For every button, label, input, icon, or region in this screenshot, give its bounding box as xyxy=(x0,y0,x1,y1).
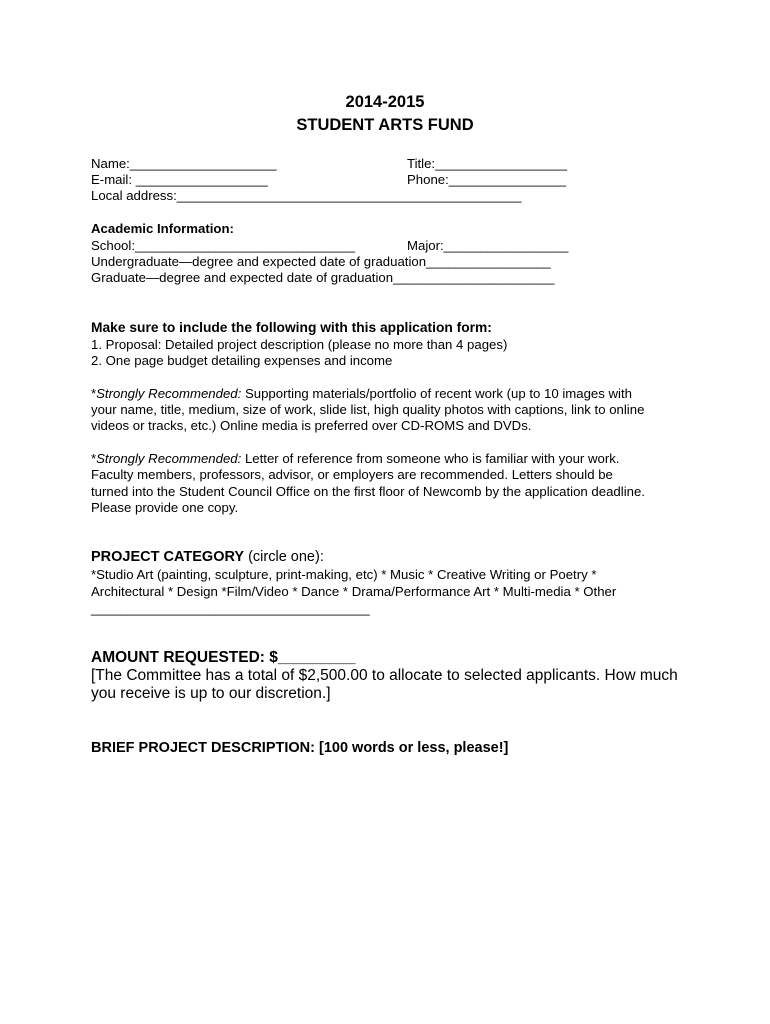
asterisk: * xyxy=(91,451,97,466)
requirements-heading: Make sure to include the following with this application form: xyxy=(91,320,492,335)
major-field[interactable]: Major:_________________ xyxy=(407,238,569,253)
requirement-item: 1. Proposal: Detailed project description (please no more than 4 pages) xyxy=(91,337,508,352)
strongly-recommended-label: Strongly Recommended: xyxy=(96,386,242,401)
recommendation-letter xyxy=(91,451,619,467)
category-heading xyxy=(91,549,324,566)
recommendation-portfolio xyxy=(91,386,632,402)
recommendation-text: turned into the Student Council Office on the first floor of Newcomb by the application deadline. xyxy=(91,484,645,499)
amount-note: you receive is up to our discretion.] xyxy=(91,685,331,702)
category-options[interactable]: *Studio Art (painting, sculpture, print-making, etc) * Music * Creative Writing or Poetry * xyxy=(91,567,597,582)
recommendation-text: Letter of reference from someone who is familiar with your work. xyxy=(241,451,620,466)
category-options[interactable]: Architectural * Design *Film/Video * Dance * Drama/Performance Art * Multi-media * Other xyxy=(91,584,617,599)
form-year: 2014-2015 xyxy=(345,93,425,111)
amount-note: [The Committee has a total of $2,500.00 to allocate to selected applicants. How much xyxy=(91,667,678,684)
grad-field[interactable]: Graduate—degree and expected date of graduation______________________ xyxy=(91,270,555,285)
asterisk: * xyxy=(91,386,97,401)
recommendation-text: your name, title, medium, size of work, slide list, high quality photos with captions, link to online xyxy=(91,402,645,417)
requirement-item: 2. One page budget detailing expenses and income xyxy=(91,353,393,368)
title-field[interactable]: Title:__________________ xyxy=(407,156,568,171)
address-field[interactable]: Local address:_______________________________________________ xyxy=(91,188,522,203)
recommendation-text: Supporting materials/portfolio of recent work (up to 10 images with xyxy=(241,386,632,401)
recommendation-text: Faculty members, professors, advisor, or employers are recommended. Letters should be xyxy=(91,467,613,482)
category-note: (circle one): xyxy=(244,549,324,565)
amount-requested-field[interactable]: AMOUNT REQUESTED: $_________ xyxy=(91,649,356,666)
phone-field[interactable]: Phone:________________ xyxy=(407,172,567,187)
category-other-field[interactable]: ______________________________________ xyxy=(91,601,370,616)
category-label: PROJECT CATEGORY xyxy=(91,549,245,565)
school-field[interactable]: School:______________________________ xyxy=(91,238,356,253)
academic-heading: Academic Information: xyxy=(91,221,234,236)
email-field[interactable]: E-mail: __________________ xyxy=(91,172,268,187)
strongly-recommended-label: Strongly Recommended: xyxy=(96,451,242,466)
recommendation-text: Please provide one copy. xyxy=(91,500,239,515)
description-heading: BRIEF PROJECT DESCRIPTION: [100 words or less, please!] xyxy=(91,740,509,756)
form-title: STUDENT ARTS FUND xyxy=(296,116,474,134)
recommendation-text: videos or tracks, etc.) Online media is preferred over CD-ROMS and DVDs. xyxy=(91,418,532,433)
name-field[interactable]: Name:____________________ xyxy=(91,156,277,171)
undergrad-field[interactable]: Undergraduate—degree and expected date of graduation_________________ xyxy=(91,254,551,269)
